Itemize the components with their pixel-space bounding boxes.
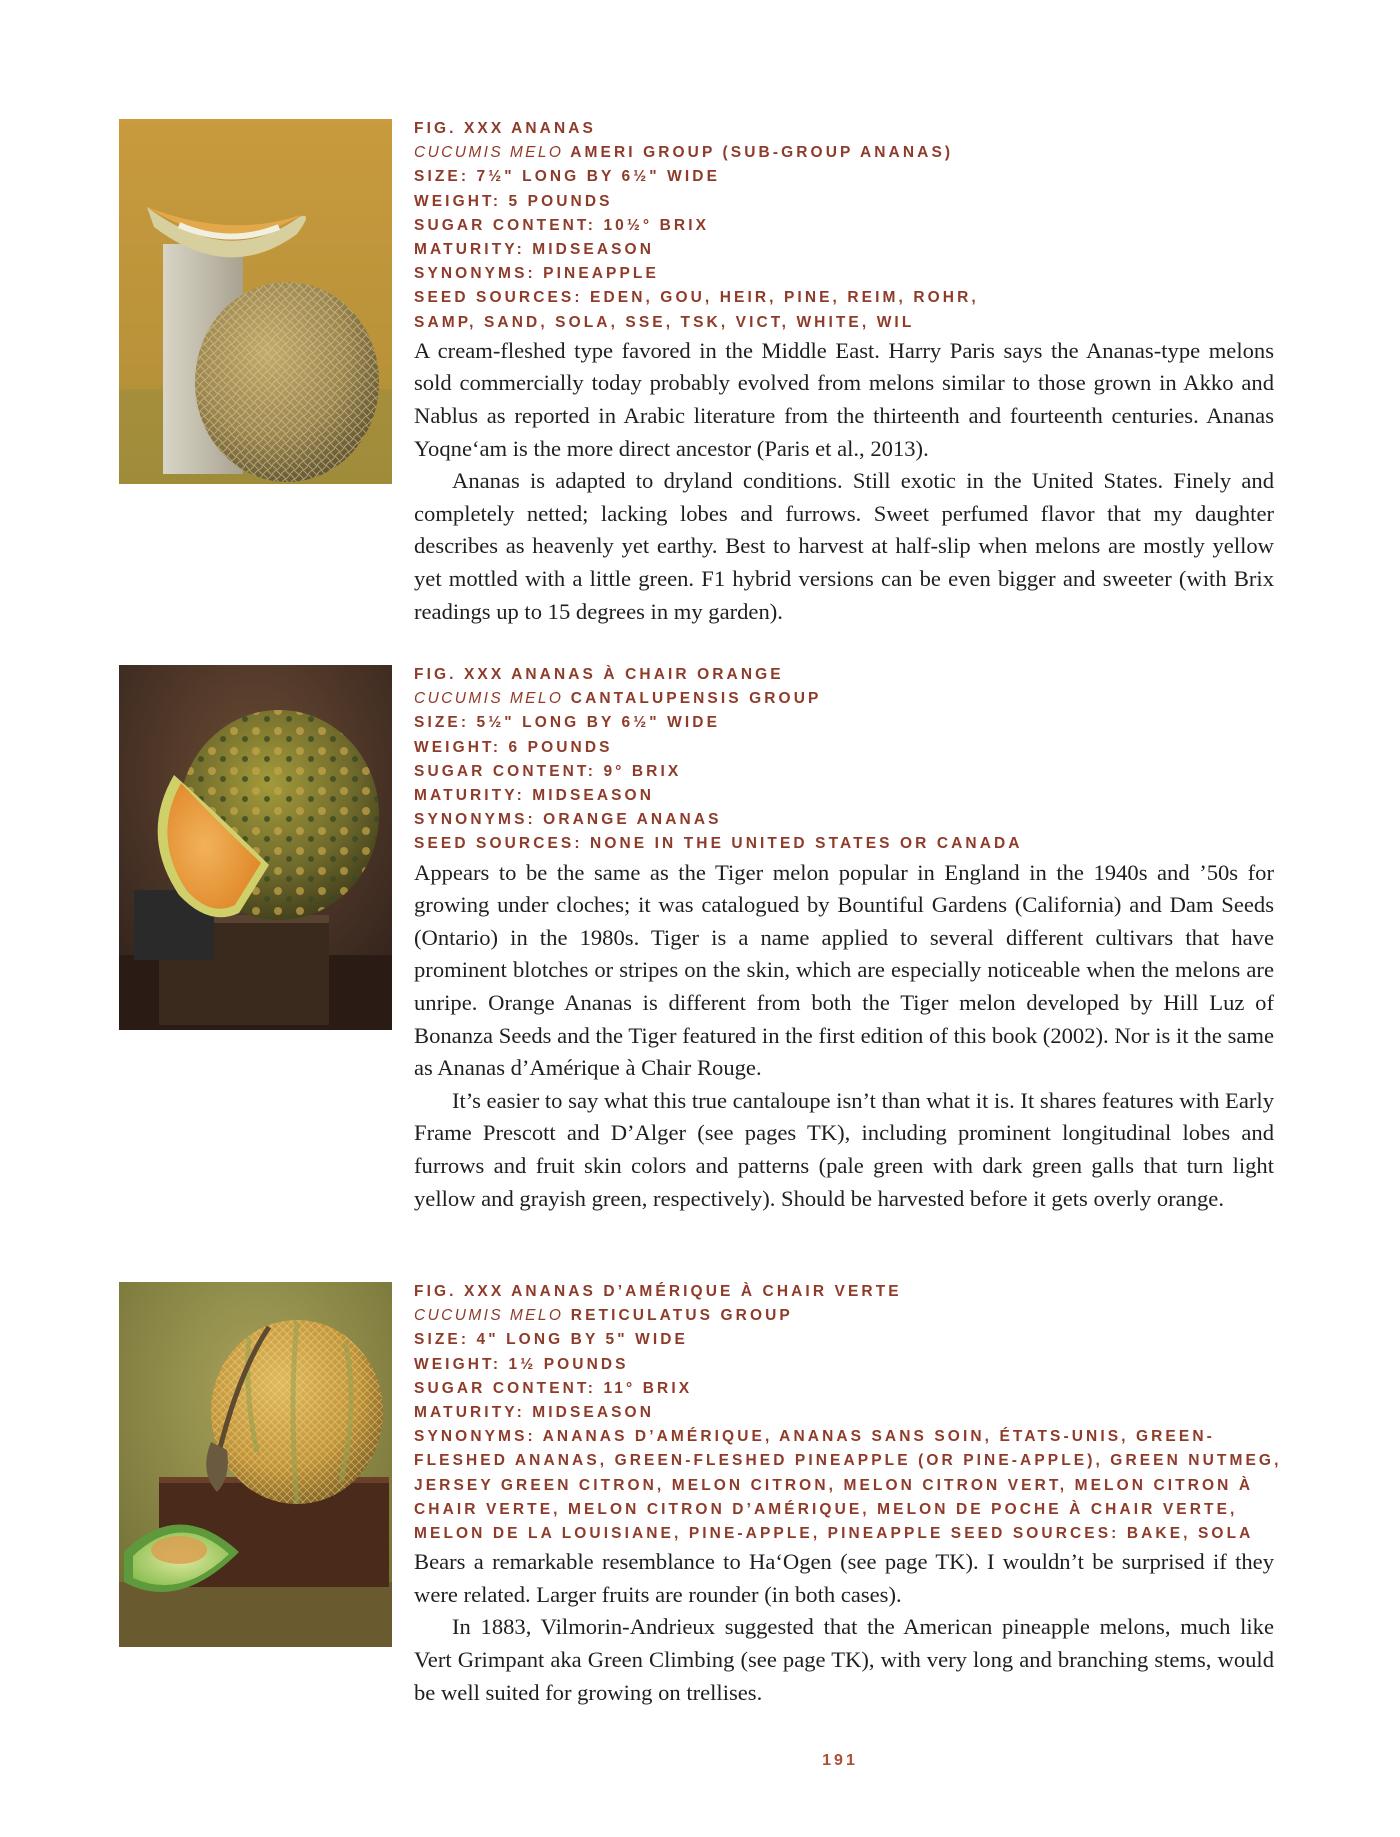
synonyms-line: JERSEY GREEN CITRON, MELON CITRON, MELON CITRON VERT, MELON CITRON À [414, 1476, 1254, 1494]
weight-line: WEIGHT: 6 POUNDS [414, 738, 613, 756]
body-paragraph: A cream-fleshed type favored in the Middle East. Harry Paris says the Ananas-type melons sold commercially today probably evolved from melons similar to those grown in Akko and Nablus as reported in Arabic literature from the thirteenth and fourteenth centuries. Ananas Yoqne‘am is the more direct ancestor (Paris et al., 2013). [414, 337, 1274, 461]
group-name: RETICULATUS GROUP [570, 1307, 793, 1325]
entry-body [414, 857, 1274, 1216]
synonyms-line: FLESHED ANANAS, GREEN-FLESHED PINEAPPLE (OR PINE-APPLE), GREEN NUTMEG, [414, 1452, 1282, 1470]
weight-line: WEIGHT: 5 POUNDS [414, 192, 613, 210]
size-line: SIZE: 4" LONG BY 5" WIDE [414, 1331, 688, 1349]
synonyms-line: SYNONYMS: PINEAPPLE [414, 265, 659, 283]
seed-sources-line: SEED SOURCES: EDEN, GOU, HEIR, PINE, REIM, ROHR, [414, 289, 979, 307]
maturity-line: MATURITY: MIDSEASON [414, 1404, 655, 1422]
species-line [414, 1304, 1274, 1328]
group-name: AMERI GROUP (SUB-GROUP ANANAS) [570, 144, 954, 162]
seed-sources-line: SEED SOURCES: NONE IN THE UNITED STATES OR CANADA [414, 835, 1023, 853]
sugar-line: SUGAR CONTENT: 10½° BRIX [414, 216, 710, 234]
species-line [414, 141, 1274, 165]
body-paragraph: Appears to be the same as the Tiger melon popular in England in the 1940s and ’50s for growing under cloches; it was catalogued by Bountiful Gardens (California) and Dam Seeds (Ontario) in the 1980s. Tiger is a name applied to several different cultivars that have prominent blotches or stripes on the skin, which are especially noticeable when the melons are unripe. Orange Ananas is different from both the Tiger melon developed by Hill Luz of Bonanza Seeds and the Tiger featured in the first edition of this book (2002). Nor is it the same as Ananas d’Amérique à Chair Rouge. [414, 859, 1274, 1081]
orange-ananas-melon-photo [119, 665, 392, 1030]
seed-sources-line: SAMP, SAND, SOLA, SSE, TSK, VICT, WHITE, WIL [414, 313, 915, 331]
entry-body [414, 1546, 1274, 1709]
size-line: SIZE: 7½" LONG BY 6½" WIDE [414, 168, 721, 186]
body-paragraph: Ananas is adapted to dryland conditions. Still exotic in the United States. Finely and completely netted; lacking lobes and furrows. Sweet perfumed flavor that my daughter describes as heavenly yet earthy. Best to harvest at half-slip when melons are mostly yellow yet mottled with a little green. F1 hybrid versions can be even bigger and sweeter (with Brix readings up to 15 degrees in my garden). [414, 468, 1274, 624]
size-line: SIZE: 5½" LONG BY 6½" WIDE [414, 714, 721, 732]
maturity-line: MATURITY: MIDSEASON [414, 241, 655, 259]
species-name: CUCUMIS MELO [414, 1307, 564, 1325]
fig-caption: FIG. XXX ANANAS D’AMÉRIQUE À CHAIR VERTE [414, 1283, 902, 1300]
page-number: 191 [822, 1752, 858, 1769]
body-paragraph: It’s easier to say what this true cantaloupe isn’t than what it is. It shares features with Early Frame Prescott and D’Alger (see pages TK), including prominent longitudinal lobes and furrows and fruit skin colors and patterns (pale green with dark green galls that turn light yellow and grayish green, respectively). Should be harvested before it gets overly orange. [414, 1087, 1274, 1211]
species-name: CUCUMIS MELO [414, 144, 564, 162]
body-paragraph: Bears a remarkable resemblance to Ha‘Ogen (see page TK). I wouldn’t be surprised if they were related. Larger fruits are rounder (in both cases). [414, 1549, 1274, 1607]
maturity-line: MATURITY: MIDSEASON [414, 787, 655, 805]
species-line [414, 687, 1274, 711]
synonyms-line: MELON DE LA LOUISIANE, PINE-APPLE, PINEAPPLE SEED SOURCES: BAKE, SOLA [414, 1525, 1254, 1543]
weight-line: WEIGHT: 1½ POUNDS [414, 1355, 629, 1373]
fig-caption: FIG. XXX ANANAS À CHAIR ORANGE [414, 666, 784, 683]
fig-caption: FIG. XXX ANANAS [414, 120, 596, 137]
sugar-line: SUGAR CONTENT: 9° BRIX [414, 762, 682, 780]
group-name: CANTALUPENSIS GROUP [570, 690, 822, 708]
species-name: CUCUMIS MELO [414, 690, 564, 708]
body-paragraph: In 1883, Vilmorin-Andrieux suggested that the American pineapple melons, much like Vert Grimpant aka Green Climbing (see page TK), with very long and branching stems, would be well suited for growing on trellises. [414, 1614, 1274, 1705]
synonyms-line: SYNONYMS: ORANGE ANANAS [414, 811, 722, 829]
synonyms-line: SYNONYMS: ANANAS D’AMÉRIQUE, ANANAS SANS SOIN, ÉTATS-UNIS, GREEN- [414, 1428, 1215, 1446]
entry-body [414, 335, 1274, 628]
ananas-melon-photo [119, 119, 392, 484]
sugar-line: SUGAR CONTENT: 11° BRIX [414, 1379, 693, 1397]
synonyms-line: CHAIR VERTE, MELON CITRON D’AMÉRIQUE, MELON DE POCHE À CHAIR VERTE, [414, 1500, 1238, 1518]
green-ananas-melon-photo [119, 1282, 392, 1647]
